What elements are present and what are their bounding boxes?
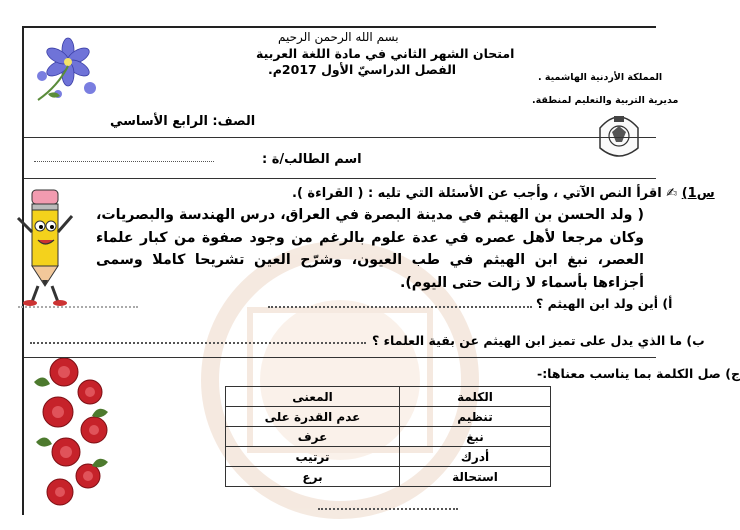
table-cell-meaning[interactable]: برع: [226, 467, 400, 487]
answer-b-line[interactable]: [30, 342, 366, 344]
answer-a-line[interactable]: [268, 306, 532, 308]
term-label: الفصل الدراسيّ الأول 2017م.: [268, 62, 457, 77]
directorate-label: مديرية التربية والتعليم لمنطقة.: [532, 95, 679, 106]
question-instruction-text: اقرأ النص الآتي ، وأجب عن الأسئلة التي تليه : ( القراءة ).: [292, 186, 662, 201]
answer-line: [318, 508, 458, 510]
question-number: س1): [681, 186, 715, 201]
table-cell-meaning[interactable]: عدم القدرة على: [226, 407, 400, 427]
question-a: أ) أين ولد ابن الهيثم ؟: [536, 296, 673, 311]
table-cell-word[interactable]: استحالة: [400, 467, 551, 487]
table-header-meaning: المعنى: [226, 387, 400, 407]
exam-title: امتحان الشهر الثاني في مادة اللغة العربية: [256, 46, 515, 61]
table-row: [226, 407, 551, 427]
table-cell-meaning[interactable]: ترتيب: [226, 447, 400, 467]
grade-label: الصف: الرابع الأساسي: [110, 114, 256, 129]
table-row: [226, 447, 551, 467]
flower-decoration-icon: [28, 36, 104, 108]
bismillah-heading: بسم الله الرحمن الرحيم: [278, 30, 399, 44]
jordan-emblem-icon: [594, 108, 644, 162]
matching-table: [225, 386, 551, 487]
section-divider: [24, 178, 656, 179]
question-1-instruction: [292, 186, 715, 201]
reading-passage: ( ولد الحسن بن الهيثم في مدينة البصرة في العراق، درس الهندسة والبصريات، وكان مرجعا لأهل عصره في عدة علوم بالرغم من وجود صفوة من كبار علماء العصر، نبغ ابن الهيثم في طب العيون، وشرّح العين تشريحا كاملا وسمى أجزاءها بأسماء لا زالت حتى اليوم).: [96, 207, 644, 291]
table-cell-word[interactable]: أدرك: [400, 447, 551, 467]
table-header-row: [226, 387, 551, 407]
table-row: [226, 467, 551, 487]
student-name-label: اسم الطالب/ة :: [262, 152, 362, 167]
table-row: [226, 427, 551, 447]
rose-decoration-icon: [24, 352, 124, 515]
question-divider: [24, 357, 656, 358]
header-divider: [24, 137, 656, 138]
student-name-line[interactable]: [34, 161, 214, 162]
table-cell-meaning[interactable]: عرف: [226, 427, 400, 447]
table-cell-word[interactable]: نبغ: [400, 427, 551, 447]
pencil-mascot-icon: [14, 182, 78, 306]
question-b: ب) ما الذي يدل على تميز ابن الهيثم عن بقية العلماء ؟: [372, 333, 705, 348]
table-cell-word[interactable]: تنظيم: [400, 407, 551, 427]
answer-a-line-extra: [18, 306, 138, 308]
question-c: ج) صل الكلمة بما يناسب معناها:-: [537, 366, 740, 381]
kingdom-label: المملكة الأردنية الهاشمية .: [538, 72, 663, 83]
pen-icon: ✍: [666, 186, 678, 201]
table-header-word: الكلمة: [400, 387, 551, 407]
